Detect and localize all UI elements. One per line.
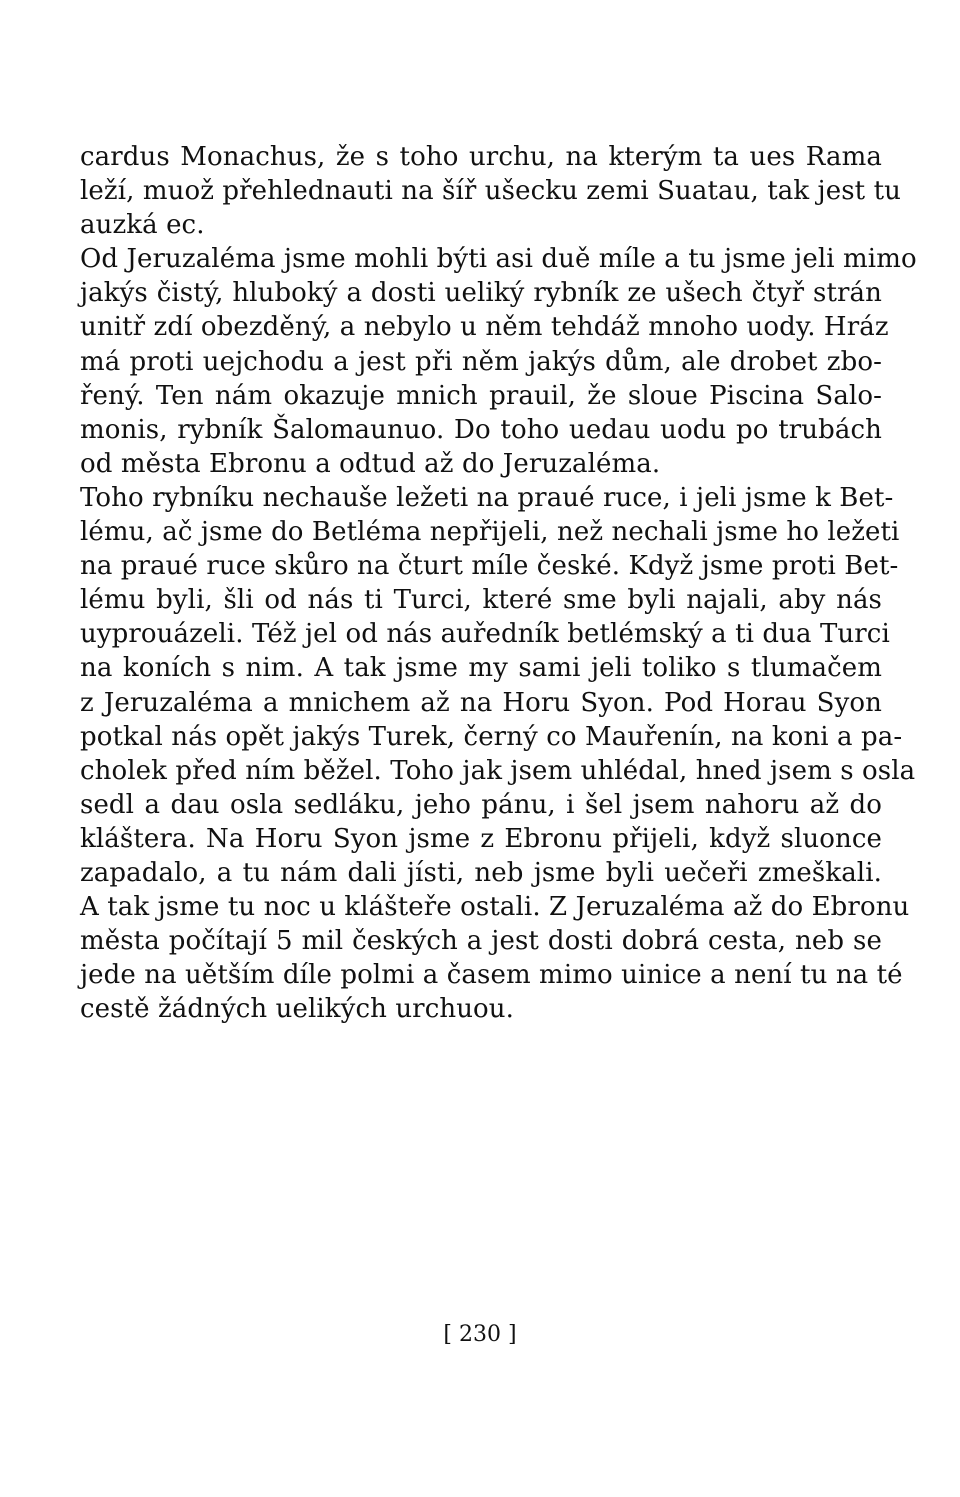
text-line: kláštera. Na Horu Syon jsme z Ebronu přijeli, když sluonce bbox=[80, 823, 882, 854]
text-line: má proti uejchodu a jest při něm jakýs dům, ale drobet zbo- bbox=[80, 346, 882, 377]
text-line: monis, rybník Šalomaunuo. Do toho uedau uodu po trubách bbox=[80, 414, 882, 445]
text-line: A tak jsme tu noc u klášteře ostali. Z Jeruzaléma až do Ebronu bbox=[80, 892, 910, 923]
body-text bbox=[80, 140, 917, 1026]
text-line: lému byli, šli od nás ti Turci, které sme byli najali, aby nás bbox=[80, 585, 882, 616]
text-line: leží, muož přehlednauti na šíř ušecku zemi Suatau, tak jest tu bbox=[80, 176, 901, 207]
text-line: Od Jeruzaléma jsme mohli býti asi duě míle a tu jsme jeli mimo bbox=[80, 244, 917, 275]
text-line: Toho rybníku nechauše ležeti na praué ruce, i jeli jsme k Bet- bbox=[80, 482, 894, 513]
text-line: unitř zdí obezděný, a nebylo u něm tehdáž mnoho uody. Hráz bbox=[80, 312, 889, 343]
text-line: jede na uětším díle polmi a časem mimo uinice a není tu na té bbox=[80, 960, 903, 991]
page-number: [ 230 ] bbox=[443, 1322, 517, 1347]
text-line: od města Ebronu a odtud až do Jeruzaléma. bbox=[80, 448, 661, 479]
text-line: z Jeruzaléma a mnichem až na Horu Syon. Pod Horau Syon bbox=[80, 687, 882, 718]
text-line: města počítají 5 mil českých a jest dosti dobrá cesta, neb se bbox=[80, 926, 882, 957]
text-line: potkal nás opět jakýs Turek, černý co Mauřenín, na koni a pa- bbox=[80, 721, 903, 752]
text-line: jakýs čistý, hluboký a dosti ueliký rybník ze ušech čtyř strán bbox=[80, 278, 882, 309]
text-line: řený. Ten nám okazuje mnich prauil, že sloue Piscina Salo- bbox=[80, 380, 882, 411]
text-line: na koních s nim. A tak jsme my sami jeli toliko s tlumačem bbox=[80, 653, 882, 684]
text-line: cardus Monachus, že s toho urchu, na kterým ta ues Rama bbox=[80, 142, 882, 172]
text-line: zapadalo, a tu nám dali jísti, neb jsme byli uečeři zmeškali. bbox=[80, 857, 882, 888]
text-line: auzká ec. bbox=[80, 210, 205, 241]
text-line: sedl a dau osla sedláku, jeho pánu, i šel jsem nahoru až do bbox=[80, 789, 882, 820]
text-line: cholek před ním běžel. Toho jak jsem uhlédal, hned jsem s osla bbox=[80, 755, 916, 786]
text-line: cestě žádných uelikých urchuou. bbox=[80, 994, 515, 1025]
text-line: na praué ruce skůro na čturt míle české. Když jsme proti Bet- bbox=[80, 551, 899, 582]
text-line: uyprouázeli. Též jel od nás auředník betlémský a ti dua Turci bbox=[80, 619, 890, 650]
text-line: lému, ač jsme do Betléma nepřijeli, než nechali jsme ho ležeti bbox=[80, 517, 900, 548]
